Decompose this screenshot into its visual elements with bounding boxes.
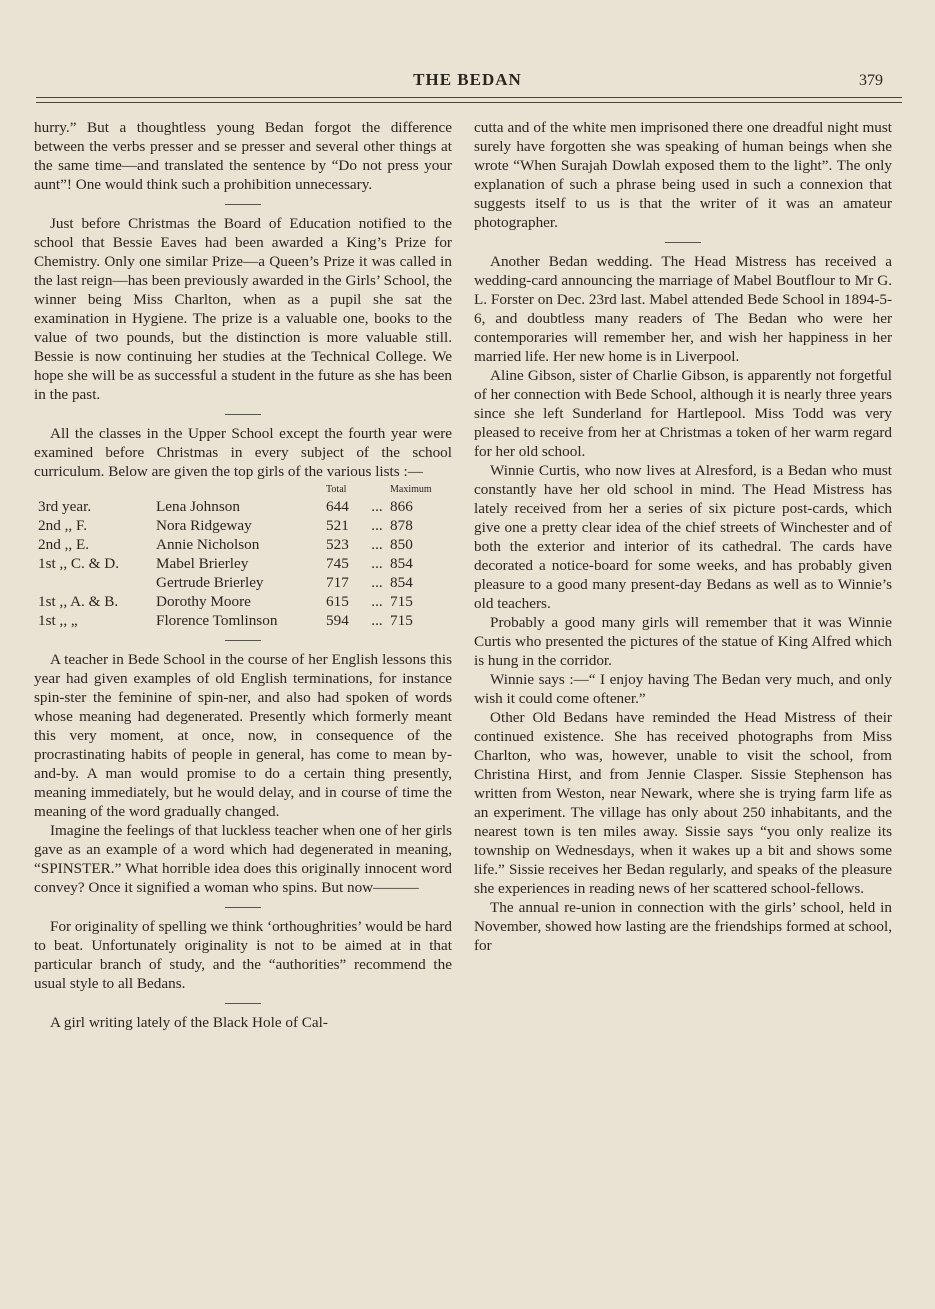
maximum-cell: 854 [390,574,413,591]
section-separator [225,907,261,908]
total-cell: 745 [326,555,349,572]
total-cell: 644 [326,498,349,515]
paragraph: Imagine the feelings of that luckless teacher when one of her girls gave as an example of a word which had degenerated in meaning, “SPINSTER.” What horrible idea does this originally innocent word convey? Once it signified a woman who spins. But now——— [34,822,452,896]
paragraph: Another Bedan wedding. The Head Mistress has received a wedding-card announcing the marriage of Mabel Boutflour to Mr G. L. Forster on Dec. 23rd last. Mabel attended Bede School in 1894-5-6, and doubtless many readers of The Bedan who were her contemporaries will remember her, and wish her happiness in her married life. Her new home is in Liverpool. [474,253,892,365]
total-cell: 717 [326,574,349,591]
class-cell: 1st ,, A. & B. [38,593,119,610]
class-cell: 2nd ,, E. [38,536,90,553]
paragraph: Winnie says :—“ I enjoy having The Bedan very much, and only wish it could come oftener.” [474,671,892,707]
left-column [34,118,452,1032]
paragraph: The annual re-union in connection with the girls’ school, held in November, showed how lasting are the friendships formed at school, for [474,899,892,954]
section-separator [225,204,261,205]
section-separator [225,414,261,415]
maximum-cell: 854 [390,555,413,572]
total-cell: 594 [326,612,349,629]
column-header-total: Total [326,484,347,495]
section-separator [225,640,261,641]
section-separator [665,242,701,243]
paragraph: A teacher in Bede School in the course of her English lessons this year had given examples of old English terminations, for instance spin-ster the feminine of spin-ner, and also had spoken of words whose meaning had degenerated. Presently which formerly meant this very moment, at once, now, in consequence of the procrastinating habits of people in general, has come to mean by-and-by. A man would promise to do a certain thing presently, meaning immediately, but he would delay, and in course of time the meaning of the word gradually changed. [34,651,452,820]
class-cell [34,573,156,592]
paragraph: Other Old Bedans have reminded the Head Mistress of their continued existence. She has received photographs from Miss Charlton, who was, however, unable to visit the school, from Christina Hirst, and from Jennie Clasper. Sissie Stephenson has written from Weston, near Newark, where she is trying farm life as an experiment. The village has only about 250 inhabitants, and the nearest town is ten miles away. Sissie says “you only realize its township on Wednesdays, when it wakes up a bit and shows some life.” Sissie receives her Bedan regularly, and speaks of the pleasure she experiences in reading news of her scattered school-fellows. [474,709,892,897]
name-cell: Lena Johnson [156,498,240,515]
dots-cell: ... [371,555,383,572]
page-number: 379 [859,72,883,89]
paragraph: hurry.” But a thoughtless young Bedan forgot the difference between the verbs presser and se presser and several other things at the same time—and translated the sentence by “Do not press your aunt”! One would think such a prohibition unnecessary. [34,119,452,193]
maximum-cell: 715 [390,612,413,629]
paragraph: All the classes in the Upper School except the fourth year were examined before Christmas in every subject of the school curriculum. Below are given the top girls of the various lists :— [34,425,452,480]
right-column [474,118,892,955]
paragraph: For originality of spelling we think ‘orthoughrities’ would be hard to beat. Unfortunately originality is not to be aimed at in that particular branch of study, and the “authorities” recommend the usual style to all Bedans. [34,918,452,992]
paragraph: Just before Christmas the Board of Education notified to the school that Bessie Eaves had been awarded a King’s Prize for Chemistry. Only one similar Prize—a Queen’s Prize it was called in the last reign—has been previously awarded in the Girls’ School, the winner being Miss Charlton, when as a pupil she sat the examination in Hygiene. The prize is a valuable one, books to the value of two pounds, but the distinction is more valuable still. Bessie is now continuing her studies at the Technical College. We hope she will be as successful a student in the future as she has been in the past. [34,215,452,403]
maximum-cell: 878 [390,517,413,534]
table-row [34,554,452,573]
name-cell: Gertrude Brierley [156,574,264,591]
dots-cell: ... [371,536,383,553]
table-row [34,611,452,630]
name-cell: Nora Ridgeway [156,517,252,534]
class-cell: 1st ,, C. & D. [38,555,120,572]
table-row [34,497,452,516]
dots-cell: ... [371,593,383,610]
paragraph: Aline Gibson, sister of Charlie Gibson, is apparently not forgetful of her connection with Bede School, although it is nearly three years since she left Sunderland for Hartlepool. Miss Todd was very pleased to receive from her at Christmas a token of her warm regard for her old school. [474,367,892,460]
name-cell: Dorothy Moore [156,593,251,610]
class-cell: 1st ,, „ [38,612,78,629]
table-row [34,516,452,535]
header-rule [36,97,902,98]
dots-cell: ... [371,574,383,591]
name-cell: Florence Tomlinson [156,612,278,629]
exam-results-table [34,483,452,630]
paragraph: Winnie Curtis, who now lives at Alresford, is a Bedan who must constantly have her old school in mind. The Head Mistress has lately received from her a series of six picture post-cards, which give one a pretty clear idea of the chief streets of Winchester and of both the exterior and interior of its cathedral. The cards have decorated a notice-board for some weeks, and has probably given pleasure to a good many present-day Bedans as well as to Winnie’s old teachers. [474,462,892,612]
total-cell: 521 [326,517,349,534]
maximum-cell: 850 [390,536,413,553]
name-cell: Mabel Brierley [156,555,249,572]
section-separator [225,1003,261,1004]
maximum-cell: 715 [390,593,413,610]
dots-cell: ... [371,498,383,515]
table-header-row [34,483,452,497]
class-cell: 3rd year. [38,498,92,515]
paragraph: cutta and of the white men imprisoned there one dreadful night must surely have forgotten she was speaking of human beings when she wrote “When Surajah Dowlah exposed them to the light”. The only explanation of such a phrase being used in such a connexion that suggests itself to us is that the writer of it was an amateur photographer. [474,119,892,231]
table-row [34,535,452,554]
paragraph: A girl writing lately of the Black Hole of Cal- [50,1014,328,1031]
column-header-maximum: Maximum [390,484,432,495]
total-cell: 523 [326,536,349,553]
total-cell: 615 [326,593,349,610]
paragraph: Probably a good many girls will remember that it was Winnie Curtis who presented the pictures of the statue of King Alfred which is hung in the corridor. [474,614,892,669]
dots-cell: ... [371,612,383,629]
header-rule [36,102,902,103]
class-cell: 2nd ,, F. [38,517,87,534]
name-cell: Annie Nicholson [156,536,260,553]
table-row [34,592,452,611]
running-header: THE BEDAN [413,70,522,89]
dots-cell: ... [371,517,383,534]
table-row [34,573,452,592]
maximum-cell: 866 [390,498,413,515]
